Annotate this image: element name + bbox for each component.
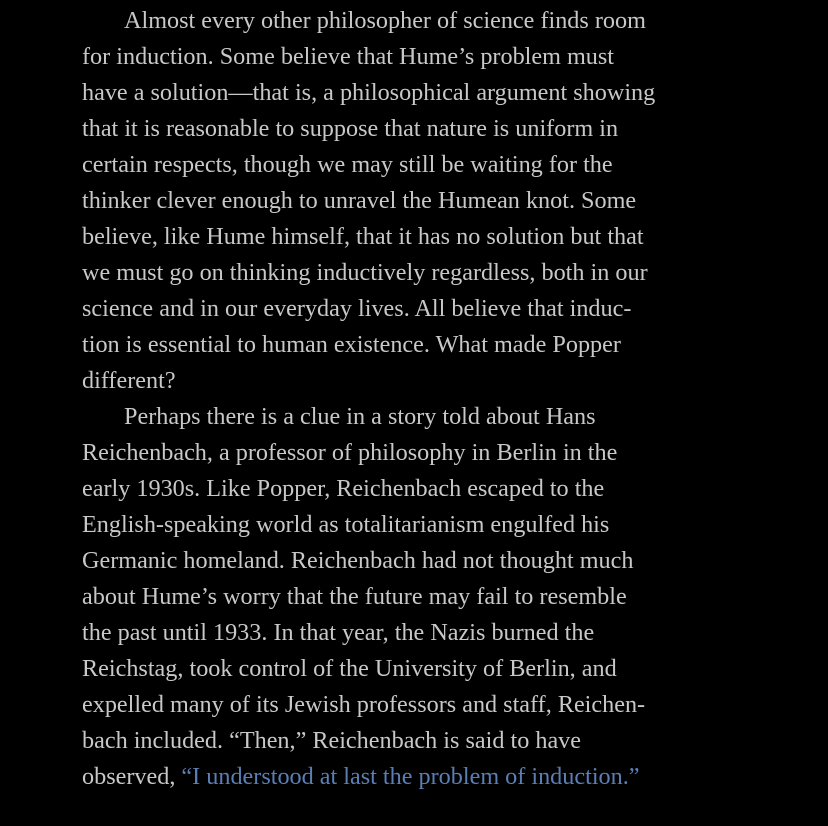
text-line: tion is essential to human existence. What made Popper: [82, 331, 621, 358]
line-prefix: observed,: [82, 763, 182, 790]
text-line: for induction. Some believe that Hume’s problem must: [82, 43, 615, 70]
text-line: Reichstag, took control of the University of Berlin, and: [82, 655, 617, 682]
text-line: Germanic homeland. Reichenbach had not thought much: [82, 547, 634, 574]
text-line: Reichenbach, a professor of philosophy in Berlin in the: [82, 439, 618, 466]
paragraph-1: [82, 3, 772, 399]
text-line: science and in our everyday lives. All believe that induc-: [82, 295, 632, 322]
text-line: expelled many of its Jewish professors and staff, Reichen-: [82, 691, 646, 718]
text-line: Almost every other philosopher of science finds room: [124, 7, 646, 34]
text-line: that it is reasonable to suppose that nature is uniform in: [82, 115, 619, 142]
paragraph-2: [82, 399, 772, 795]
text-line: certain respects, though we may still be waiting for the: [82, 151, 613, 178]
text-line: early 1930s. Like Popper, Reichenbach escaped to the: [82, 475, 605, 502]
text-line: have a solution—that is, a philosophical argument showing: [82, 79, 656, 106]
text-line: thinker clever enough to unravel the Humean knot. Some: [82, 187, 637, 214]
text-line: bach included. “Then,” Reichenbach is said to have: [82, 727, 582, 754]
text-line: different?: [82, 367, 176, 394]
text-line: the past until 1933. In that year, the Nazis burned the: [82, 619, 595, 646]
document-page: [82, 3, 772, 795]
text-line: we must go on thinking inductively regardless, both in our: [82, 259, 648, 286]
text-line: about Hume’s worry that the future may fail to resemble: [82, 583, 627, 610]
text-line: English-speaking world as totalitarianism engulfed his: [82, 511, 610, 538]
quote-link[interactable]: “I understood at last the problem of induction.”: [181, 763, 640, 790]
text-line: Perhaps there is a clue in a story told about Hans: [124, 403, 596, 430]
text-line: believe, like Hume himself, that it has no solution but that: [82, 223, 644, 250]
text-line-last: [82, 759, 772, 795]
